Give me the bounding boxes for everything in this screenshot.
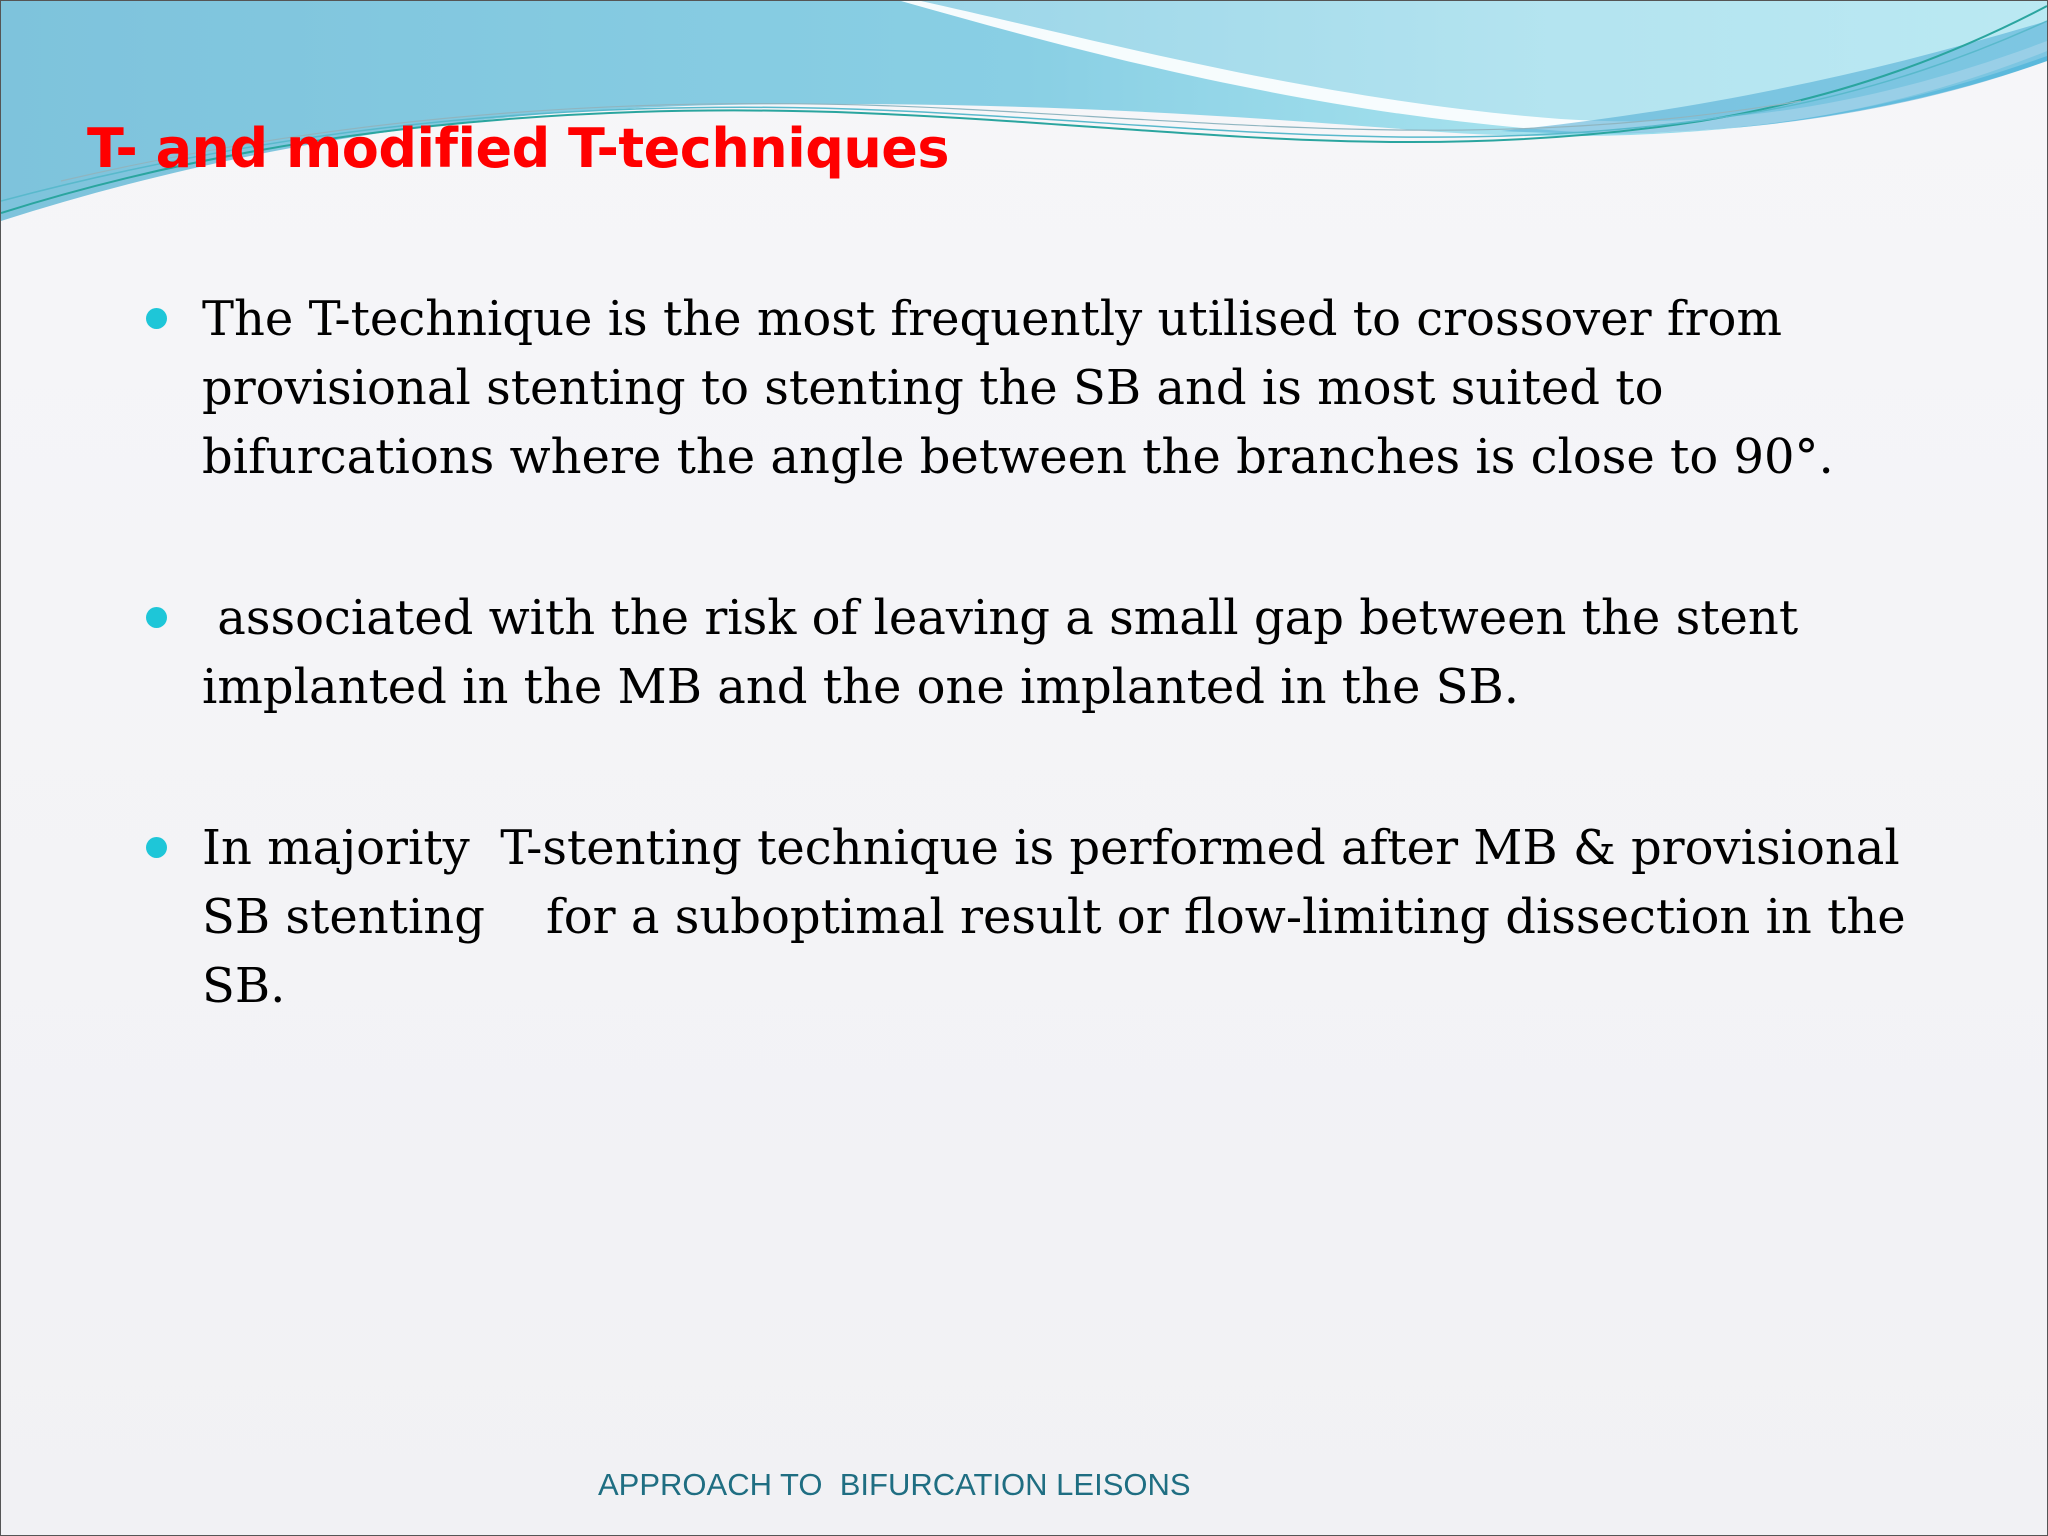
bullet-list [141, 285, 1941, 1021]
slide-footer: APPROACH TO BIFURCATION LEISONS [598, 1467, 1191, 1502]
bullet-item [141, 814, 1941, 1021]
bullet-marker-icon [146, 837, 167, 858]
bullet-item [141, 285, 1941, 492]
bullet-marker-icon [146, 607, 167, 628]
bullet-text: In majority T-stenting technique is performed after MB & provisional SB stenting for a suboptimal result or flow-limiting dissection in the SB. [202, 820, 1921, 1014]
bullet-text: associated with the risk of leaving a small gap between the stent implanted in the MB and the one implanted in the SB. [202, 590, 1814, 715]
bullet-text: The T-technique is the most frequently utilised to crossover from provisional stenting to stenting the SB and is most suited to bifurcations where the angle between the branches is close to 90°. [202, 291, 1834, 485]
bullet-marker-icon [146, 308, 167, 329]
bullet-item [141, 584, 1941, 722]
slide-title: T- and modified T-techniques [87, 117, 950, 180]
